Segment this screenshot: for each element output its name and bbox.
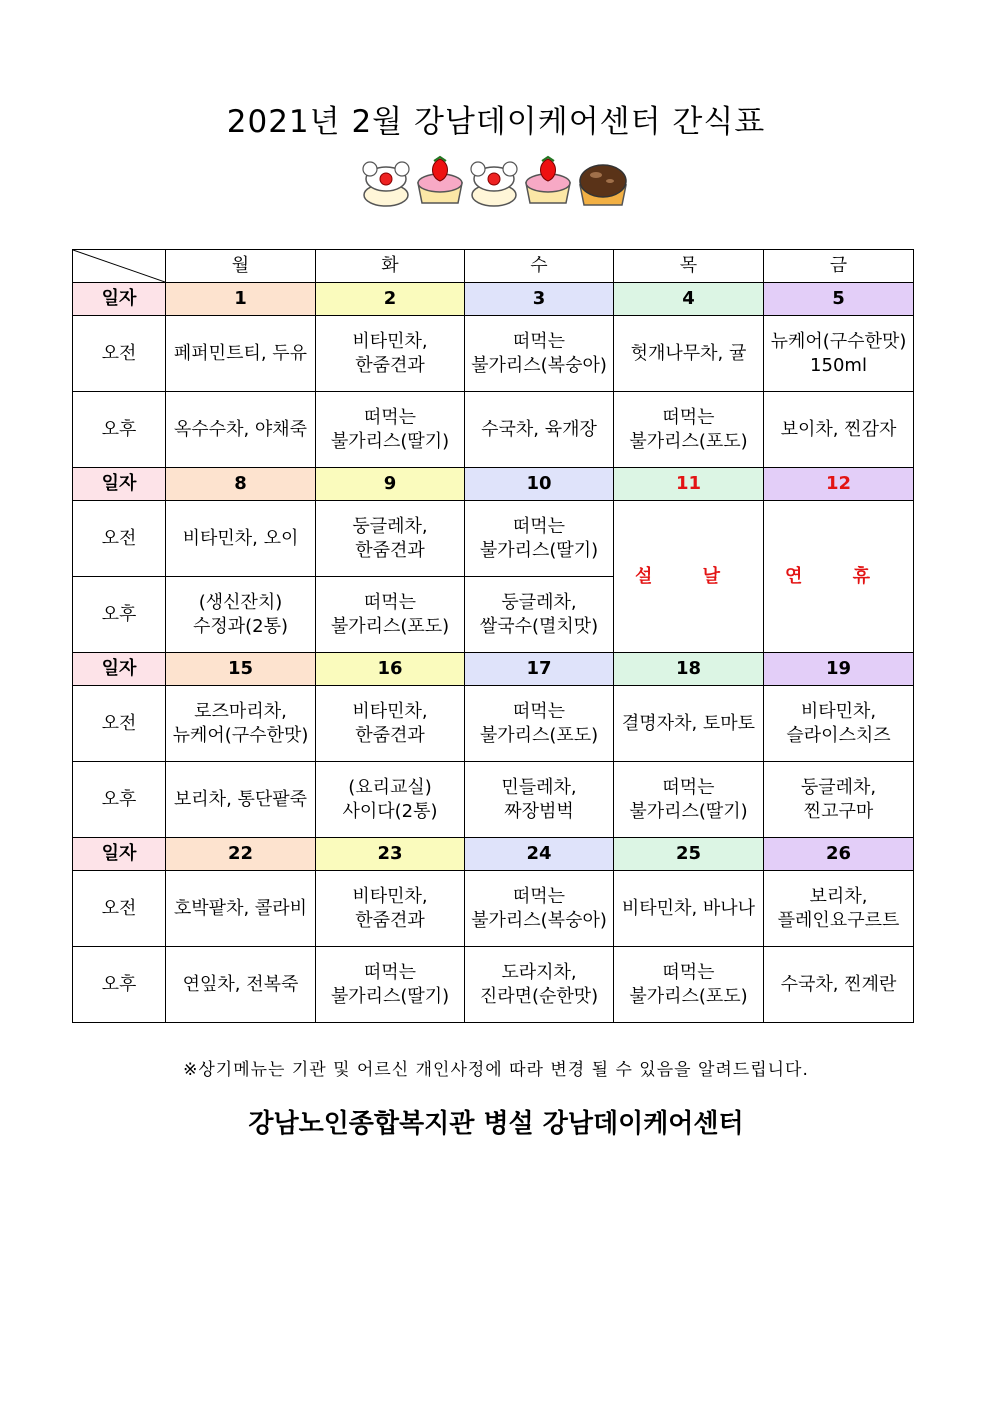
notice-text: ※상기메뉴는 기관 및 어르신 개인사정에 따라 변경 될 수 있음을 알려드립니다. bbox=[183, 1060, 809, 1080]
pm-label: 오후 bbox=[73, 577, 166, 653]
holiday-cell: 연 휴 bbox=[764, 501, 914, 653]
am-row bbox=[73, 871, 914, 947]
date-row bbox=[73, 468, 914, 501]
menu-cell: 떠먹는 불가리스(포도) bbox=[614, 392, 764, 468]
pm-row bbox=[73, 392, 914, 468]
date-label: 일자 bbox=[73, 653, 166, 686]
menu-cell: 옥수수차, 야채죽 bbox=[166, 392, 316, 468]
date-cell: 24 bbox=[465, 838, 614, 871]
menu-cell: 떠먹는 불가리스(딸기) bbox=[614, 762, 764, 838]
menu-cell: 도라지차, 진라면(순한맛) bbox=[465, 947, 614, 1023]
menu-cell: 둥글레차, 찐고구마 bbox=[764, 762, 914, 838]
menu-cell: (생신잔치) 수정과(2통) bbox=[166, 577, 316, 653]
date-cell: 19 bbox=[764, 653, 914, 686]
date-label: 일자 bbox=[73, 283, 166, 316]
holiday-date-cell: 11 bbox=[614, 468, 764, 501]
strawberry-cake-icon bbox=[418, 157, 462, 203]
menu-cell: 비타민차, 오이 bbox=[166, 501, 316, 577]
menu-cell: 둥글레차, 한줌견과 bbox=[316, 501, 465, 577]
date-cell: 18 bbox=[614, 653, 764, 686]
weekday-header: 화 bbox=[316, 250, 465, 283]
menu-cell: (요리교실) 사이다(2통) bbox=[316, 762, 465, 838]
menu-cell: 비타민차, 슬라이스치즈 bbox=[764, 686, 914, 762]
date-cell: 16 bbox=[316, 653, 465, 686]
strawberry-cake-icon bbox=[526, 157, 570, 203]
date-cell: 1 bbox=[166, 283, 316, 316]
date-cell: 4 bbox=[614, 283, 764, 316]
page-title: 2021년 2월 강남데이케어센터 간식표 bbox=[226, 104, 766, 140]
date-cell: 5 bbox=[764, 283, 914, 316]
am-label: 오전 bbox=[73, 501, 166, 577]
date-cell: 22 bbox=[166, 838, 316, 871]
date-row bbox=[73, 653, 914, 686]
holiday-cell: 설 날 bbox=[614, 501, 764, 653]
menu-cell: 떠먹는 불가리스(포도) bbox=[614, 947, 764, 1023]
snack-menu-table bbox=[72, 249, 914, 1023]
date-cell: 17 bbox=[465, 653, 614, 686]
weekday-header: 금 bbox=[764, 250, 914, 283]
am-label: 오전 bbox=[73, 686, 166, 762]
weekday-header: 목 bbox=[614, 250, 764, 283]
menu-cell: 보리차, 플레인요구르트 bbox=[764, 871, 914, 947]
date-cell: 15 bbox=[166, 653, 316, 686]
am-label: 오전 bbox=[73, 871, 166, 947]
menu-cell: 비타민차, 한줌견과 bbox=[316, 871, 465, 947]
menu-cell: 떠먹는 불가리스(포도) bbox=[316, 577, 465, 653]
menu-cell: 떠먹는 불가리스(딸기) bbox=[316, 392, 465, 468]
menu-cell: 비타민차, 한줌견과 bbox=[316, 686, 465, 762]
menu-cell: 보이차, 찐감자 bbox=[764, 392, 914, 468]
menu-cell: 보리차, 통단팥죽 bbox=[166, 762, 316, 838]
menu-cell: 떠먹는 불가리스(딸기) bbox=[465, 501, 614, 577]
am-label: 오전 bbox=[73, 316, 166, 392]
date-row bbox=[73, 838, 914, 871]
pm-label: 오후 bbox=[73, 947, 166, 1023]
menu-cell: 헛개나무차, 귤 bbox=[614, 316, 764, 392]
menu-cell: 로즈마리차, 뉴케어(구수한맛) bbox=[166, 686, 316, 762]
menu-cell: 떠먹는 불가리스(복숭아) bbox=[465, 316, 614, 392]
menu-cell: 페퍼민트티, 두유 bbox=[166, 316, 316, 392]
organization-name: 강남노인종합복지관 병설 강남데이케어센터 bbox=[248, 1109, 744, 1139]
am-row bbox=[73, 686, 914, 762]
holiday-date-cell: 12 bbox=[764, 468, 914, 501]
date-label: 일자 bbox=[73, 838, 166, 871]
date-label: 일자 bbox=[73, 468, 166, 501]
menu-cell: 결명자차, 토마토 bbox=[614, 686, 764, 762]
menu-cell: 민들레차, 짜장범벅 bbox=[465, 762, 614, 838]
menu-cell: 둥글레차, 쌀국수(멸치맛) bbox=[465, 577, 614, 653]
weekday-header-row bbox=[73, 250, 914, 283]
date-cell: 2 bbox=[316, 283, 465, 316]
menu-cell: 뉴케어(구수한맛) 150ml bbox=[764, 316, 914, 392]
menu-cell: 떠먹는 불가리스(복숭아) bbox=[465, 871, 614, 947]
menu-cell: 연잎차, 전복죽 bbox=[166, 947, 316, 1023]
am-row bbox=[73, 501, 914, 577]
date-cell: 26 bbox=[764, 838, 914, 871]
menu-cell: 수국차, 육개장 bbox=[465, 392, 614, 468]
cream-cake-icon bbox=[363, 162, 409, 206]
date-cell: 10 bbox=[465, 468, 614, 501]
menu-cell: 비타민차, 바나나 bbox=[614, 871, 764, 947]
pm-label: 오후 bbox=[73, 762, 166, 838]
corner-cell bbox=[73, 250, 166, 283]
date-row bbox=[73, 283, 914, 316]
menu-cell: 떠먹는 불가리스(딸기) bbox=[316, 947, 465, 1023]
cream-cake-icon bbox=[471, 162, 517, 206]
menu-cell: 떠먹는 불가리스(포도) bbox=[465, 686, 614, 762]
pm-row bbox=[73, 762, 914, 838]
am-row bbox=[73, 316, 914, 392]
chocolate-cake-icon bbox=[580, 165, 626, 205]
date-cell: 23 bbox=[316, 838, 465, 871]
date-cell: 8 bbox=[166, 468, 316, 501]
pm-row bbox=[73, 947, 914, 1023]
date-cell: 9 bbox=[316, 468, 465, 501]
weekday-header: 월 bbox=[166, 250, 316, 283]
menu-cell: 비타민차, 한줌견과 bbox=[316, 316, 465, 392]
cake-decoration bbox=[360, 155, 632, 209]
date-cell: 3 bbox=[465, 283, 614, 316]
weekday-header: 수 bbox=[465, 250, 614, 283]
date-cell: 25 bbox=[614, 838, 764, 871]
pm-label: 오후 bbox=[73, 392, 166, 468]
menu-cell: 호박팥차, 콜라비 bbox=[166, 871, 316, 947]
menu-cell: 수국차, 찐계란 bbox=[764, 947, 914, 1023]
